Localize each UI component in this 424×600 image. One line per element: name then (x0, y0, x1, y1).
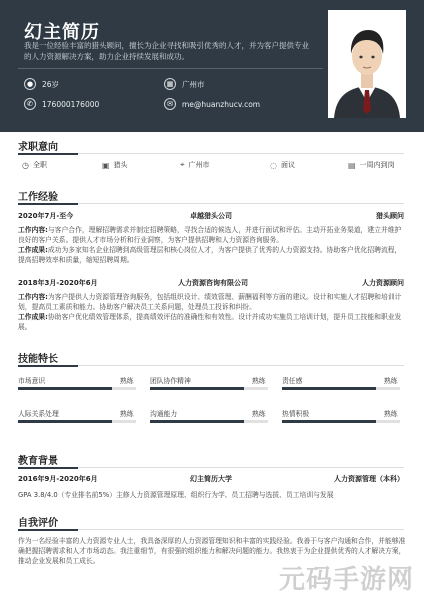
education-title-bar (18, 467, 78, 469)
city-info (164, 78, 205, 90)
education-school: 幻主简历大学 (190, 475, 232, 483)
self-evaluation-text: 作为一名经验丰富的人力资源专业人士，我具备深厚的人力资源管理知识和丰富的实践经验。我善于与客户沟通和合作，并能够准确把握招聘需求和人才市场动态。我注重细节，有很强的组织能力和解决问题的能力。我热衷于为企业提供优秀的人才解决方案，推动企业发展和员工成长。 (18, 537, 406, 565)
skill-level-fill (18, 387, 112, 390)
resume-intro: 我是一位经验丰富的猎头顾问，擅长为企业寻找和吸引优秀的人才，并为客户提供专业的人力资源解决方案，助力企业持续发展和成功。 (24, 41, 309, 61)
skill-level-fill (18, 420, 112, 423)
skill-name: 人际关系处理 (18, 410, 59, 418)
age-value: 26岁 (42, 79, 60, 89)
chat-icon: ◌ (270, 160, 277, 170)
avatar-illustration (328, 10, 406, 118)
job1-result-text: 成功为多家知名企业招聘到高级管理层和核心岗位人才，为客户提供了优秀的人力资源支持。协助客户优化招聘流程，提高招聘效率和质量，缩短招聘周期。 (18, 246, 402, 264)
email-value: me@huanzhucv.com (182, 99, 261, 109)
intent-city (180, 160, 210, 170)
briefcase-icon: ▣ (102, 160, 110, 170)
job1-content-text: 与客户合作，理解招聘需求并制定招聘策略，寻找合适的候选人，并进行面试和评估。主动开拓业务渠道，建立并维护良好的客户关系。提供人才市场分析和行业洞察，为客户提供招聘和人力资源咨询服务。 (18, 226, 402, 244)
skill-level-label: 熟练 (252, 410, 266, 418)
job1-description (18, 225, 406, 265)
skill-level-bar (18, 420, 136, 423)
phone-value: 176000176000 (42, 99, 100, 109)
skill-level-label: 熟练 (252, 377, 266, 385)
intent-salary-value: 面议 (280, 161, 295, 169)
job1-role: 猎头顾问 (376, 212, 404, 220)
skill-level-fill (282, 420, 376, 423)
age-info (24, 78, 59, 90)
education-title: 教育背景 (18, 456, 58, 467)
intent-title-bar (18, 153, 78, 155)
intent-type (22, 160, 47, 170)
skills-divider (78, 365, 404, 366)
job2-description (18, 292, 406, 332)
job2-role: 人力资源顾问 (362, 279, 404, 287)
skill-level-label: 熟练 (120, 377, 134, 385)
clock-icon: ◷ (22, 160, 29, 170)
skill-level-label: 熟练 (120, 410, 134, 418)
education-detail: GPA 3.8/4.0（专业排名前5%）主修人力资源管理原理、组织行为学、员工招聘与选拔、员工培训与发展 (18, 491, 334, 499)
self-evaluation-title: 自我评价 (18, 518, 58, 529)
user-icon: ● (24, 78, 36, 90)
skill-level-bar (282, 420, 400, 423)
skill-name: 团队协作精神 (150, 377, 191, 385)
intent-availability (348, 160, 395, 170)
skill-name: 沟通能力 (150, 410, 178, 418)
intent-salary (270, 160, 295, 170)
phone-icon: ✆ (24, 98, 36, 110)
skill-level-fill (282, 387, 376, 390)
intent-position-value: 猎头 (113, 161, 128, 169)
skill-level-bar (282, 387, 400, 390)
calendar-icon: ▤ (348, 160, 356, 170)
skills-title: 技能特长 (18, 354, 58, 365)
intent-type-value: 全职 (32, 161, 47, 169)
skill-name: 热情积极 (282, 410, 310, 418)
skill-level-fill (150, 387, 244, 390)
skill-level-label: 熟练 (384, 410, 398, 418)
city-value: 广州市 (182, 79, 205, 89)
intent-position (102, 160, 128, 170)
building-icon: ▦ (164, 78, 176, 90)
profile-photo (328, 10, 406, 118)
job2-company: 人力资源咨询有限公司 (178, 279, 248, 287)
resume-header (0, 0, 424, 132)
skill-level-bar (150, 387, 268, 390)
self-evaluation-title-bar (18, 529, 78, 531)
skill-name: 责任感 (282, 377, 303, 385)
intent-title: 求职意向 (18, 142, 58, 153)
job2-result-text: 协助客户优化绩效管理体系，提高绩效评估的准确性和有效性。设计并成功实施员工培训计划，提升员工技能和职业发展。 (18, 313, 402, 331)
job1-company: 卓越猎头公司 (190, 212, 232, 220)
skill-level-bar (18, 387, 136, 390)
job2-content-text: 为客户提供人力资源管理咨询服务，包括组织设计、绩效管理、薪酬福利等方面的建议。设计和实施人才招聘和培训计划，提高员工素质和能力。协助客户解决员工关系问题，处理员工投诉和纠纷。 (18, 293, 402, 311)
watermark: 元码手游网 (278, 565, 414, 595)
skill-name: 市场意识 (18, 377, 46, 385)
job1-date: 2020年7月-至今 (18, 212, 74, 220)
intent-availability-value: 一周内到岗 (359, 161, 395, 169)
skills-title-bar (18, 365, 78, 367)
work-divider (78, 203, 404, 204)
education-major: 人力资源管理（本科） (334, 475, 404, 483)
work-title: 工作经验 (18, 192, 58, 203)
job1-content-label: 工作内容: (18, 226, 48, 234)
phone-info (24, 98, 99, 110)
email-info (164, 98, 260, 110)
job2-content-label: 工作内容: (18, 293, 48, 301)
skill-level-fill (150, 420, 244, 423)
intent-city-value: 广州市 (188, 161, 210, 169)
location-icon: ⌖ (180, 160, 185, 169)
self-evaluation-divider (78, 529, 404, 530)
education-divider (78, 467, 404, 468)
skill-level-bar (150, 420, 268, 423)
job1-result-label: 工作成果: (18, 246, 48, 254)
header-divider (18, 68, 323, 69)
job2-result-label: 工作成果: (18, 313, 48, 321)
skill-level-label: 熟练 (384, 377, 398, 385)
work-title-bar (18, 203, 78, 205)
resume-name: 幻主简历 (24, 22, 100, 43)
mail-icon: ✉ (164, 98, 176, 110)
intent-divider (78, 153, 404, 154)
job2-date: 2018年3月-2020年6月 (18, 279, 98, 287)
education-date: 2016年9月-2020年6月 (18, 475, 98, 483)
